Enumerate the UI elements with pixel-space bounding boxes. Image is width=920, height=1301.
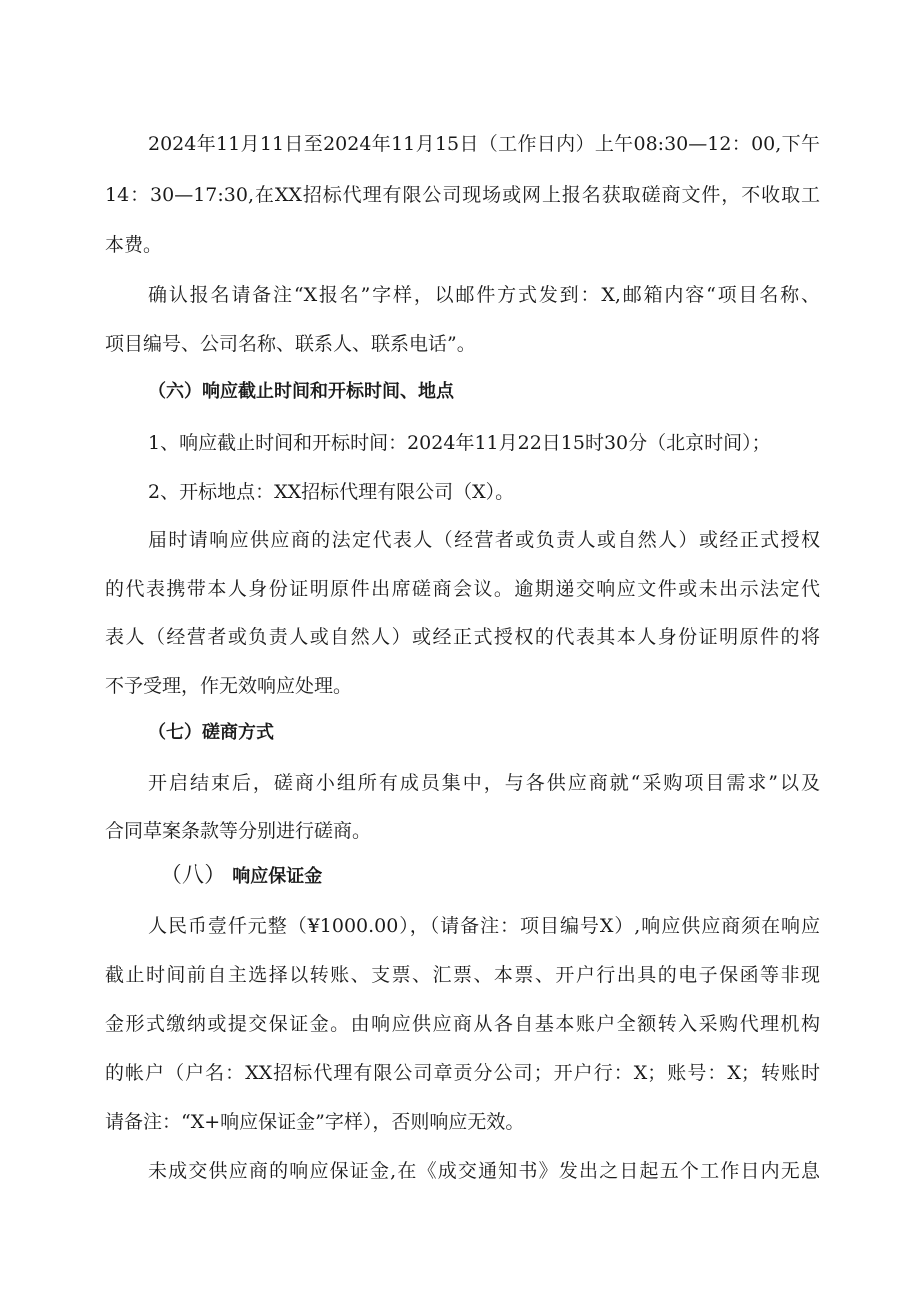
paragraph-negotiation-line-1: 开启结束后，磋商小组所有成员集中，与各供应商就“采购项目需求”以及 [148, 772, 820, 794]
paragraph-negotiation-line-2: 合同草案条款等分别进行磋商。 [105, 820, 372, 842]
section-heading-eight-number: （八） [160, 864, 227, 888]
list-item-deadline-time: 1、响应截止时间和开标时间：2024年11月22日15时30分（北京时间）； [148, 432, 771, 454]
paragraph-attendance-line-2: 的代表携带本人身份证明原件出席磋商会议。逾期递交响应文件或未出示法定代 [105, 578, 820, 600]
paragraph-registration-time-line-3: 本费。 [105, 234, 163, 256]
paragraph-registration-time-line-2: 14：30—17:30,在XX招标代理有限公司现场或网上报名获取磋商文件，不收取工 [105, 184, 820, 206]
section-heading-eight-title: 响应保证金 [232, 866, 323, 887]
paragraph-confirm-registration-line-2: 项目编号、公司名称、联系人、联系电话”。 [105, 333, 476, 355]
paragraph-deposit-line-1: 人民币壹仟元整（¥1000.00），（请备注：项目编号X）,响应供应商须在响应 [148, 915, 820, 937]
paragraph-deposit-line-4: 的帐户（户名：XX招标代理有限公司章贡分公司；开户行：X；账号：X；转账时 [105, 1062, 820, 1084]
paragraph-attendance-line-1: 届时请响应供应商的法定代表人（经营者或负责人或自然人）或经正式授权 [148, 529, 820, 551]
paragraph-deposit-line-2: 截止时间前自主选择以转账、支票、汇票、本票、开户行出具的电子保函等非现 [105, 964, 820, 986]
list-item-opening-location: 2、开标地点：XX招标代理有限公司（X）。 [148, 481, 515, 503]
section-heading-eight [160, 864, 875, 889]
paragraph-registration-time-line-1: 2024年11月11日至2024年11月15日（工作日内）上午08:30—12：00,下午 [148, 133, 820, 155]
paragraph-deposit-line-3: 金形式缴纳或提交保证金。由响应供应商从各自基本账户全额转入采购代理机构 [105, 1013, 820, 1035]
section-heading-six: （六）响应截止时间和开标时间、地点 [148, 381, 454, 402]
section-heading-seven: （七）磋商方式 [148, 722, 274, 743]
paragraph-attendance-line-3: 表人（经营者或负责人或自然人）或经正式授权的代表其本人身份证明原件的将 [105, 626, 820, 648]
paragraph-confirm-registration-line-1: 确认报名请备注“X报名”字样，以邮件方式发到：X,邮箱内容“项目名称、 [148, 284, 820, 306]
paragraph-attendance-line-4: 不予受理，作无效响应处理。 [105, 675, 353, 697]
paragraph-deposit-line-5: 请备注：“X+响应保证金”字样），否则响应无效。 [105, 1111, 525, 1133]
paragraph-deposit-refund-line-1: 未成交供应商的响应保证金,在《成交通知书》发出之日起五个工作日内无息 [148, 1160, 820, 1182]
